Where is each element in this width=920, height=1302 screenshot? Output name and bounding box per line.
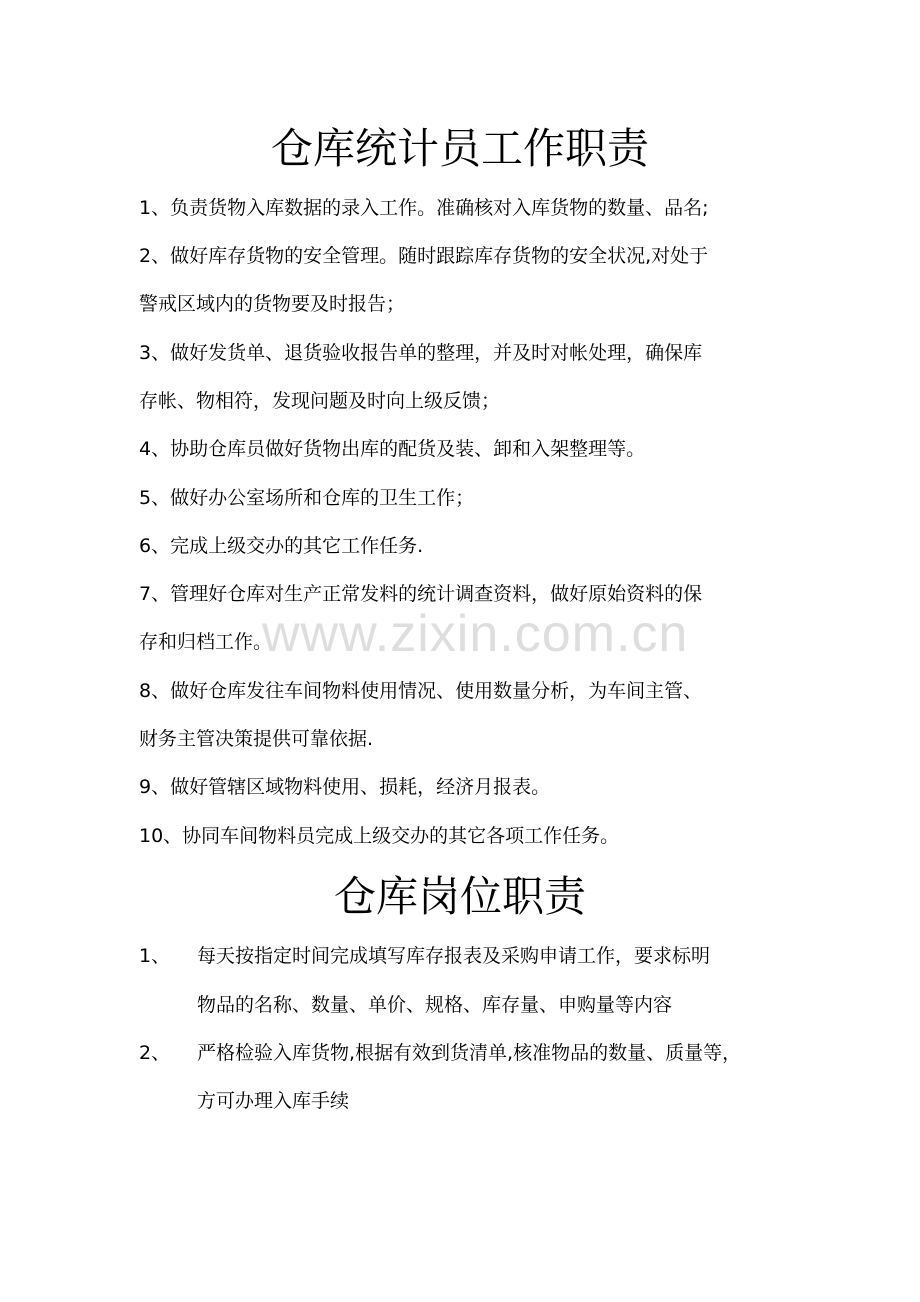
item-line: 方可办理入库手续 (197, 1090, 350, 1112)
duty-line: 10、协同车间物料员完成上级交办的其它各项工作任务。 (139, 825, 620, 847)
item-number: 2、 (139, 1042, 171, 1064)
section-title-statistician: 仓库统计员工作职责 (270, 124, 649, 173)
duty-line: 9、做好管辖区域物料使用、损耗，经济月报表。 (139, 776, 551, 798)
duty-line: 6、完成上级交办的其它工作任务. (139, 535, 424, 557)
duty-line: 7、管理好仓库对生产正常发料的统计调查资料，做好原始资料的保 (139, 583, 703, 605)
duty-line: 3、做好发货单、退货验收报告单的整理，并及时对帐处理，确保库 (139, 342, 703, 364)
item-line: 物品的名称、数量、单价、规格、库存量、申购量等内容 (197, 994, 673, 1016)
item-line: 严格检验入库货物,根据有效到货清单,核准物品的数量、质量等， (197, 1042, 742, 1064)
duty-line: 存和归档工作。 (139, 631, 273, 653)
duty-line: 警戒区域内的货物要及时报告； (139, 293, 406, 315)
item-line: 每天按指定时间完成填写库存报表及采购申请工作，要求标明 (197, 945, 711, 967)
duty-line: 5、做好办公室场所和仓库的卫生工作； (139, 487, 475, 509)
duty-line: 4、协助仓库员做好货物出库的配货及装、卸和入架整理等。 (139, 438, 646, 460)
section-title-warehouse-post: 仓库岗位职责 (333, 872, 586, 921)
duty-line: 2、做好库存货物的安全管理。随时跟踪库存货物的安全状况,对处于 (139, 245, 709, 267)
duty-line: 存帐、物相符，发现问题及时向上级反馈； (139, 390, 501, 412)
duty-line: 1、负责货物入库数据的录入工作。准确核对入库货物的数量、品名; (139, 197, 709, 219)
duty-line: 8、做好仓库发往车间物料使用情况、使用数量分析，为车间主管、 (139, 680, 703, 702)
duty-line: 财务主管决策提供可靠依据. (139, 728, 374, 750)
item-number: 1、 (139, 945, 171, 967)
watermark-text: www.zixin.com.cn (262, 605, 689, 663)
